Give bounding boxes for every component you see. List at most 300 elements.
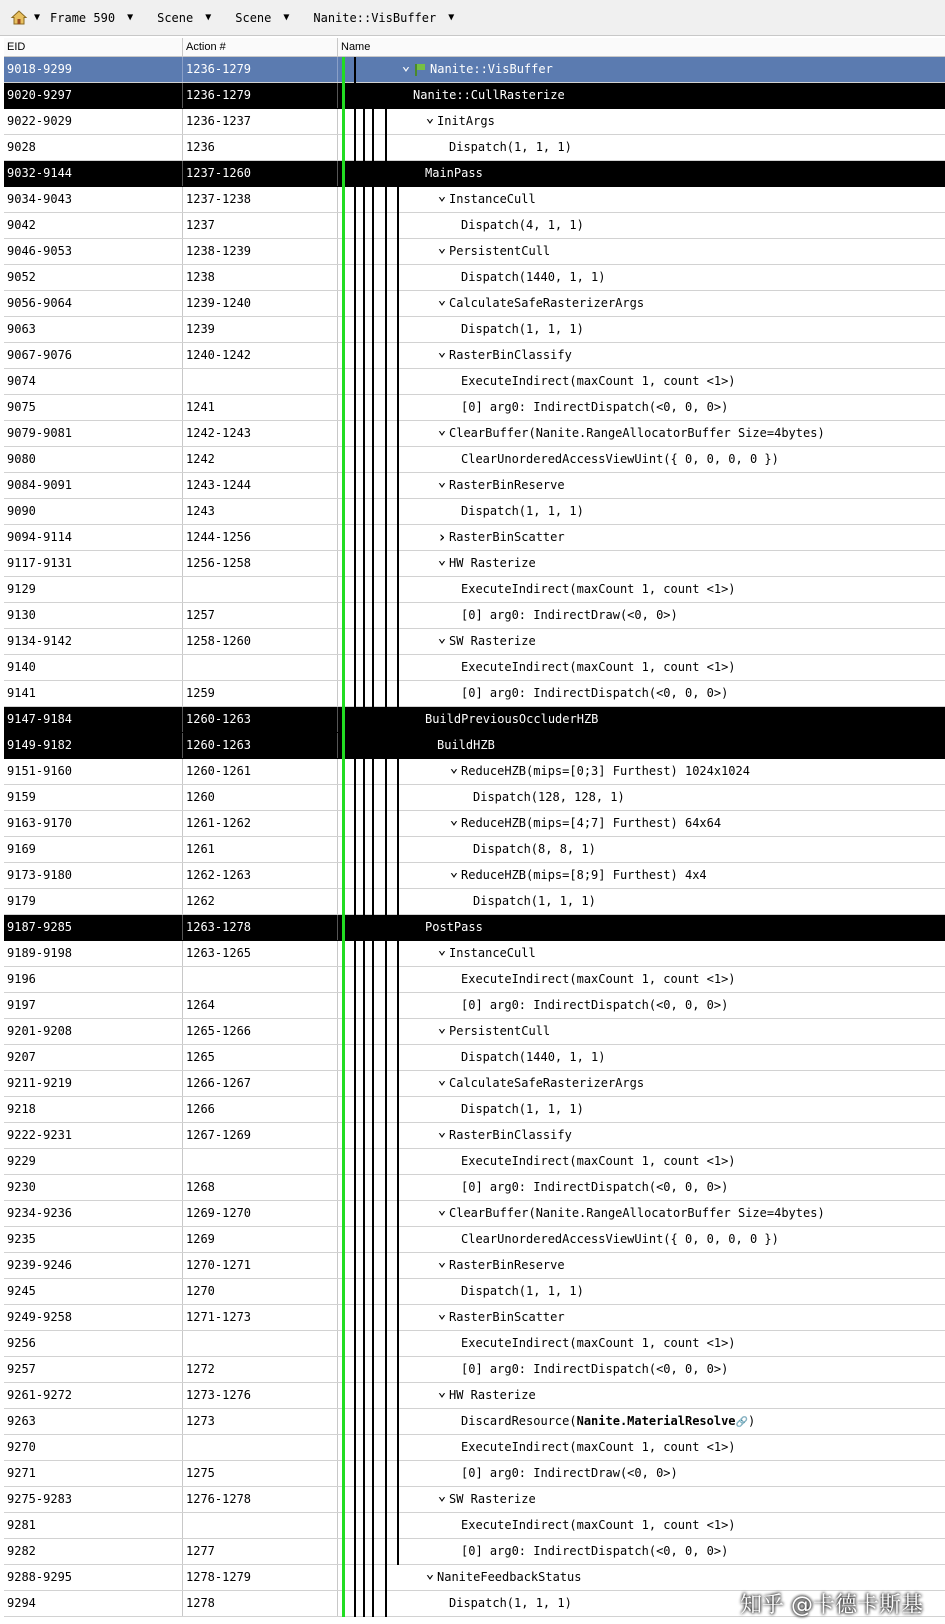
table-header — [4, 38, 945, 57]
eid-cell: 9117-9131 — [4, 551, 183, 576]
event-name: [0] arg0: IndirectDraw(<0, 0>) — [461, 1466, 678, 1480]
eid-cell: 9063 — [4, 317, 183, 342]
chevron-right-icon[interactable]: › — [437, 528, 447, 546]
action-cell: 1278-1279 — [183, 1565, 338, 1590]
chevron-down-icon[interactable]: ⌄ — [437, 552, 447, 568]
table-row[interactable] — [4, 811, 945, 837]
event-name: RasterBinClassify — [449, 1128, 572, 1142]
event-name: ClearBuffer(Nanite.RangeAllocatorBuffer Size=4bytes) — [449, 426, 825, 440]
name-cell — [338, 1253, 945, 1278]
table-row[interactable] — [4, 993, 945, 1019]
event-name: ExecuteIndirect(maxCount 1, count <1>) — [461, 972, 736, 986]
eid-cell: 9281 — [4, 1513, 183, 1538]
name-cell — [338, 1487, 945, 1512]
name-cell — [338, 837, 945, 862]
eid-cell: 9149-9182 — [4, 733, 183, 758]
name-cell — [338, 1331, 945, 1356]
action-cell: 1236-1279 — [183, 57, 338, 82]
event-name: ReduceHZB(mips=[8;9] Furthest) 4x4 — [461, 868, 707, 882]
tree-guide-line — [363, 83, 365, 1617]
event-name: NaniteFeedbackStatus — [437, 1570, 582, 1584]
name-cell — [338, 603, 945, 628]
name-cell — [338, 941, 945, 966]
name-cell — [338, 213, 945, 238]
eid-cell: 9239-9246 — [4, 1253, 183, 1278]
event-name: ExecuteIndirect(maxCount 1, count <1>) — [461, 374, 736, 388]
eid-cell: 9067-9076 — [4, 343, 183, 368]
column-header-name[interactable]: Name — [341, 41, 371, 53]
chevron-down-icon[interactable]: ⌄ — [425, 110, 435, 126]
eid-cell: 9187-9285 — [4, 915, 183, 940]
action-cell: 1237-1238 — [183, 187, 338, 212]
name-cell — [338, 811, 945, 836]
event-name: PostPass — [425, 920, 483, 934]
resource-link[interactable]: Nanite.MaterialResolve — [576, 1414, 736, 1428]
action-cell: 1261 — [183, 837, 338, 862]
breadcrumb-label: Scene — [235, 10, 272, 25]
name-cell — [338, 343, 945, 368]
table-row[interactable] — [4, 1201, 945, 1227]
event-name: Nanite::CullRasterize — [413, 88, 565, 102]
name-cell — [338, 161, 945, 186]
event-name-prefix: DiscardResource( — [461, 1414, 577, 1428]
name-cell — [338, 1019, 945, 1044]
eid-cell: 9230 — [4, 1175, 183, 1200]
event-name: RasterBinScatter — [449, 530, 565, 544]
breadcrumb-label: Scene — [157, 10, 194, 25]
eid-cell: 9270 — [4, 1435, 183, 1460]
name-cell — [338, 57, 945, 82]
eid-cell: 9263 — [4, 1409, 183, 1434]
breadcrumb-toolbar — [0, 0, 945, 36]
eid-cell: 9042 — [4, 213, 183, 238]
table-row[interactable] — [4, 1279, 945, 1305]
breadcrumb-label: Frame 590 — [50, 10, 116, 25]
eid-cell: 9196 — [4, 967, 183, 992]
chevron-down-icon[interactable]: ⌄ — [437, 240, 447, 256]
action-cell — [183, 655, 338, 680]
chevron-down-icon[interactable]: ⌄ — [437, 1254, 447, 1270]
eid-cell: 9159 — [4, 785, 183, 810]
name-cell — [338, 1461, 945, 1486]
name-cell — [338, 525, 945, 550]
event-name: [0] arg0: IndirectDispatch(<0, 0, 0>) — [461, 400, 729, 414]
chevron-down-icon[interactable]: ⌄ — [437, 1202, 447, 1218]
name-cell — [338, 1279, 945, 1304]
eid-cell: 9271 — [4, 1461, 183, 1486]
name-cell — [338, 863, 945, 888]
event-name: ClearBuffer(Nanite.RangeAllocatorBuffer Size=4bytes) — [449, 1206, 825, 1220]
table-row[interactable] — [4, 1513, 945, 1539]
action-cell: 1244-1256 — [183, 525, 338, 550]
table-row[interactable] — [4, 135, 945, 161]
action-cell: 1260-1263 — [183, 733, 338, 758]
table-row[interactable] — [4, 733, 945, 759]
action-cell: 1264 — [183, 993, 338, 1018]
table-row[interactable] — [4, 213, 945, 239]
table-row[interactable] — [4, 395, 945, 421]
table-row[interactable] — [4, 629, 945, 655]
action-cell: 1236-1279 — [183, 83, 338, 108]
event-name: ReduceHZB(mips=[0;3] Furthest) 1024x1024 — [461, 764, 750, 778]
chevron-down-icon[interactable]: ⌄ — [401, 58, 411, 74]
chevron-down-icon[interactable]: ⌄ — [437, 1306, 447, 1322]
chevron-down-icon[interactable]: ⌄ — [437, 344, 447, 360]
chevron-down-icon[interactable]: ⌄ — [449, 760, 459, 776]
action-cell: 1236 — [183, 135, 338, 160]
event-name: ReduceHZB(mips=[4;7] Furthest) 64x64 — [461, 816, 722, 830]
eid-cell: 9020-9297 — [4, 83, 183, 108]
event-name: Dispatch(8, 8, 1) — [473, 842, 596, 856]
action-cell — [183, 1513, 338, 1538]
chevron-down-icon[interactable]: ⌄ — [437, 1124, 447, 1140]
event-name: ExecuteIndirect(maxCount 1, count <1>) — [461, 1336, 736, 1350]
eid-cell: 9080 — [4, 447, 183, 472]
event-name: Dispatch(1440, 1, 1) — [461, 1050, 606, 1064]
table-row[interactable] — [4, 1357, 945, 1383]
name-cell — [338, 785, 945, 810]
eid-cell: 9229 — [4, 1149, 183, 1174]
action-cell — [183, 577, 338, 602]
chevron-down-icon[interactable]: ⌄ — [425, 1566, 435, 1582]
eid-cell: 9197 — [4, 993, 183, 1018]
table-row[interactable] — [4, 1305, 945, 1331]
event-name: CalculateSafeRasterizerArgs — [449, 1076, 645, 1090]
name-cell — [338, 707, 945, 732]
action-cell: 1271-1273 — [183, 1305, 338, 1330]
event-name: Dispatch(1, 1, 1) — [461, 1102, 584, 1116]
table-row[interactable] — [4, 863, 945, 889]
action-cell: 1265-1266 — [183, 1019, 338, 1044]
name-cell — [338, 1435, 945, 1460]
name-cell — [338, 889, 945, 914]
action-cell: 1257 — [183, 603, 338, 628]
name-cell — [338, 681, 945, 706]
name-cell — [338, 1071, 945, 1096]
eid-cell: 9245 — [4, 1279, 183, 1304]
event-name: ExecuteIndirect(maxCount 1, count <1>) — [461, 582, 736, 596]
eid-cell: 9189-9198 — [4, 941, 183, 966]
table-row[interactable] — [4, 265, 945, 291]
table-row[interactable] — [4, 655, 945, 681]
name-cell — [338, 1305, 945, 1330]
name-cell — [338, 421, 945, 446]
name-cell — [338, 369, 945, 394]
eid-cell: 9134-9142 — [4, 629, 183, 654]
name-cell — [338, 499, 945, 524]
action-cell: 1262 — [183, 889, 338, 914]
name-cell — [338, 291, 945, 316]
event-name: Dispatch(1, 1, 1) — [461, 504, 584, 518]
action-cell: 1269-1270 — [183, 1201, 338, 1226]
action-cell: 1256-1258 — [183, 551, 338, 576]
eid-cell: 9147-9184 — [4, 707, 183, 732]
name-cell — [338, 135, 945, 160]
action-cell: 1237 — [183, 213, 338, 238]
event-name: RasterBinClassify — [449, 348, 572, 362]
name-cell — [338, 473, 945, 498]
eid-cell: 9034-9043 — [4, 187, 183, 212]
action-cell: 1240-1242 — [183, 343, 338, 368]
action-cell: 1270 — [183, 1279, 338, 1304]
table-row[interactable] — [4, 1409, 945, 1435]
link-icon[interactable]: 🔗 — [735, 1417, 748, 1428]
event-name — [461, 1409, 755, 1435]
chevron-down-icon[interactable]: ⌄ — [437, 1020, 447, 1036]
event-name: MainPass — [425, 166, 483, 180]
eid-cell: 9151-9160 — [4, 759, 183, 784]
eid-cell: 9275-9283 — [4, 1487, 183, 1512]
table-row[interactable] — [4, 447, 945, 473]
eid-cell: 9257 — [4, 1357, 183, 1382]
table-row[interactable] — [4, 291, 945, 317]
action-cell — [183, 1149, 338, 1174]
action-cell: 1278 — [183, 1591, 338, 1616]
action-cell: 1269 — [183, 1227, 338, 1252]
event-name: InstanceCull — [449, 192, 536, 206]
event-name: [0] arg0: IndirectDispatch(<0, 0, 0>) — [461, 686, 729, 700]
name-cell — [338, 1201, 945, 1226]
chevron-down-icon[interactable]: ⌄ — [437, 1072, 447, 1088]
name-cell — [338, 1357, 945, 1382]
breadcrumb-dropdown-icon[interactable]: ▼ — [205, 12, 212, 23]
breadcrumb-dropdown-icon[interactable]: ▼ — [283, 12, 290, 23]
breadcrumb-item[interactable] — [313, 11, 468, 25]
table-row[interactable] — [4, 161, 945, 187]
breadcrumb-dropdown-icon[interactable]: ▼ — [448, 12, 455, 23]
event-name: SW Rasterize — [449, 1492, 536, 1506]
eid-cell: 9074 — [4, 369, 183, 394]
chevron-down-icon[interactable]: ⌄ — [437, 1488, 447, 1504]
eid-cell: 9261-9272 — [4, 1383, 183, 1408]
chevron-down-icon[interactable]: ⌄ — [449, 864, 459, 880]
eid-cell: 9201-9208 — [4, 1019, 183, 1044]
action-cell: 1243-1244 — [183, 473, 338, 498]
chevron-down-icon[interactable]: ⌄ — [437, 942, 447, 958]
event-name: RasterBinScatter — [449, 1310, 565, 1324]
table-row[interactable] — [4, 837, 945, 863]
table-row[interactable] — [4, 1045, 945, 1071]
action-cell: 1268 — [183, 1175, 338, 1200]
table-row[interactable] — [4, 681, 945, 707]
event-name: RasterBinReserve — [449, 1258, 565, 1272]
table-row[interactable] — [4, 343, 945, 369]
name-cell — [338, 629, 945, 654]
event-name: Dispatch(1, 1, 1) — [473, 894, 596, 908]
eid-cell: 9046-9053 — [4, 239, 183, 264]
eid-cell: 9249-9258 — [4, 1305, 183, 1330]
table-row[interactable] — [4, 1149, 945, 1175]
chevron-down-icon[interactable]: ⌄ — [449, 812, 459, 828]
name-cell — [338, 577, 945, 602]
event-name: ExecuteIndirect(maxCount 1, count <1>) — [461, 660, 736, 674]
table-row[interactable] — [4, 1097, 945, 1123]
tree-guide-line — [397, 187, 399, 1565]
table-row[interactable] — [4, 317, 945, 343]
chevron-down-icon[interactable]: ⌄ — [437, 188, 447, 204]
table-row[interactable] — [4, 1383, 945, 1409]
table-row[interactable] — [4, 1331, 945, 1357]
action-cell: 1261-1262 — [183, 811, 338, 836]
table-row[interactable] — [4, 1019, 945, 1045]
name-cell — [338, 395, 945, 420]
action-cell: 1239-1240 — [183, 291, 338, 316]
chevron-down-icon[interactable]: ⌄ — [437, 422, 447, 438]
watermark: 知乎 @卡德卡斯基 — [740, 1593, 923, 1618]
event-name: ClearUnorderedAccessViewUint({ 0, 0, 0, 0 }) — [461, 452, 779, 466]
event-name: HW Rasterize — [449, 1388, 536, 1402]
name-cell — [338, 1565, 945, 1590]
table-row[interactable] — [4, 187, 945, 213]
table-row[interactable] — [4, 499, 945, 525]
column-header-eid[interactable]: EID — [4, 38, 183, 56]
name-cell — [338, 1409, 945, 1434]
breadcrumb-item[interactable] — [235, 11, 303, 25]
action-cell: 1260 — [183, 785, 338, 810]
action-cell: 1276-1278 — [183, 1487, 338, 1512]
eid-cell: 9288-9295 — [4, 1565, 183, 1590]
action-cell: 1243 — [183, 499, 338, 524]
name-cell — [338, 1149, 945, 1174]
event-name: InstanceCull — [449, 946, 536, 960]
table-row[interactable] — [4, 57, 945, 83]
table-row[interactable] — [4, 941, 945, 967]
table-row[interactable] — [4, 551, 945, 577]
breadcrumb-dropdown-icon[interactable]: ▼ — [127, 12, 134, 23]
event-name: ExecuteIndirect(maxCount 1, count <1>) — [461, 1154, 736, 1168]
eid-cell: 9130 — [4, 603, 183, 628]
eid-cell: 9234-9236 — [4, 1201, 183, 1226]
action-cell: 1266-1267 — [183, 1071, 338, 1096]
action-cell: 1277 — [183, 1539, 338, 1564]
eid-cell: 9235 — [4, 1227, 183, 1252]
eid-cell: 9129 — [4, 577, 183, 602]
event-name: [0] arg0: IndirectDispatch(<0, 0, 0>) — [461, 1180, 729, 1194]
action-cell: 1270-1271 — [183, 1253, 338, 1278]
eid-cell: 9179 — [4, 889, 183, 914]
chevron-down-icon[interactable]: ⌄ — [437, 630, 447, 646]
table-row[interactable] — [4, 473, 945, 499]
eid-cell: 9294 — [4, 1591, 183, 1616]
event-name: Dispatch(1, 1, 1) — [461, 322, 584, 336]
action-cell: 1262-1263 — [183, 863, 338, 888]
table-row[interactable] — [4, 967, 945, 993]
eid-cell: 9075 — [4, 395, 183, 420]
table-row[interactable] — [4, 889, 945, 915]
action-cell: 1265 — [183, 1045, 338, 1070]
table-row[interactable] — [4, 603, 945, 629]
name-cell — [338, 1383, 945, 1408]
breadcrumb-item[interactable] — [50, 11, 147, 25]
table-row[interactable] — [4, 577, 945, 603]
table-row[interactable] — [4, 421, 945, 447]
name-cell — [338, 1045, 945, 1070]
name-cell — [338, 733, 945, 758]
action-cell: 1273-1276 — [183, 1383, 338, 1408]
eid-cell: 9090 — [4, 499, 183, 524]
table-row[interactable] — [4, 83, 945, 109]
table-row[interactable] — [4, 1253, 945, 1279]
flag-icon — [417, 64, 425, 70]
name-cell — [338, 1227, 945, 1252]
table-row[interactable] — [4, 1123, 945, 1149]
eid-cell: 9018-9299 — [4, 57, 183, 82]
action-cell: 1238-1239 — [183, 239, 338, 264]
event-name: PersistentCull — [449, 1024, 551, 1038]
name-cell — [338, 1097, 945, 1122]
timeline-marker-line — [342, 57, 345, 1617]
breadcrumb-item[interactable] — [157, 11, 225, 25]
action-cell: 1267-1269 — [183, 1123, 338, 1148]
table-row[interactable] — [4, 1071, 945, 1097]
tree-guide-line — [354, 57, 356, 1617]
table-row[interactable] — [4, 759, 945, 785]
table-row[interactable] — [4, 239, 945, 265]
home-dropdown-arrow-icon[interactable]: ▼ — [34, 12, 41, 23]
name-cell — [338, 317, 945, 342]
table-row[interactable] — [4, 1539, 945, 1565]
eid-cell: 9052 — [4, 265, 183, 290]
table-row[interactable] — [4, 1461, 945, 1487]
eid-cell: 9207 — [4, 1045, 183, 1070]
event-name: [0] arg0: IndirectDispatch(<0, 0, 0>) — [461, 1362, 729, 1376]
action-cell: 1237-1260 — [183, 161, 338, 186]
eid-cell: 9094-9114 — [4, 525, 183, 550]
chevron-down-icon[interactable]: ⌄ — [437, 292, 447, 308]
action-cell: 1263-1265 — [183, 941, 338, 966]
action-cell: 1272 — [183, 1357, 338, 1382]
action-cell: 1260-1263 — [183, 707, 338, 732]
column-header-action[interactable]: Action # — [183, 38, 338, 56]
action-cell: 1263-1278 — [183, 915, 338, 940]
event-name: HW Rasterize — [449, 556, 536, 570]
action-cell — [183, 1435, 338, 1460]
table-row[interactable] — [4, 525, 945, 551]
name-cell — [338, 551, 945, 576]
table-row[interactable] — [4, 369, 945, 395]
event-name: ExecuteIndirect(maxCount 1, count <1>) — [461, 1440, 736, 1454]
table-row[interactable] — [4, 1435, 945, 1461]
action-cell: 1258-1260 — [183, 629, 338, 654]
action-cell: 1238 — [183, 265, 338, 290]
table-row[interactable] — [4, 707, 945, 733]
table-row[interactable] — [4, 1227, 945, 1253]
name-cell — [338, 967, 945, 992]
chevron-down-icon[interactable]: ⌄ — [437, 1384, 447, 1400]
table-row[interactable] — [4, 1175, 945, 1201]
table-row[interactable] — [4, 1487, 945, 1513]
action-cell — [183, 1331, 338, 1356]
name-cell — [338, 1123, 945, 1148]
event-name: BuildPreviousOccluderHZB — [425, 712, 599, 726]
event-name: InitArgs — [437, 114, 495, 128]
home-icon[interactable] — [8, 7, 30, 29]
chevron-down-icon[interactable]: ⌄ — [437, 474, 447, 490]
eid-cell: 9056-9064 — [4, 291, 183, 316]
name-cell — [338, 1539, 945, 1564]
event-name: SW Rasterize — [449, 634, 536, 648]
table-row[interactable] — [4, 109, 945, 135]
table-row[interactable] — [4, 915, 945, 941]
eid-cell: 9032-9144 — [4, 161, 183, 186]
eid-cell: 9211-9219 — [4, 1071, 183, 1096]
action-cell: 1239 — [183, 317, 338, 342]
eid-cell: 9163-9170 — [4, 811, 183, 836]
event-name: [0] arg0: IndirectDispatch(<0, 0, 0>) — [461, 998, 729, 1012]
event-name: [0] arg0: IndirectDraw(<0, 0>) — [461, 608, 678, 622]
eid-cell: 9169 — [4, 837, 183, 862]
table-row[interactable] — [4, 785, 945, 811]
